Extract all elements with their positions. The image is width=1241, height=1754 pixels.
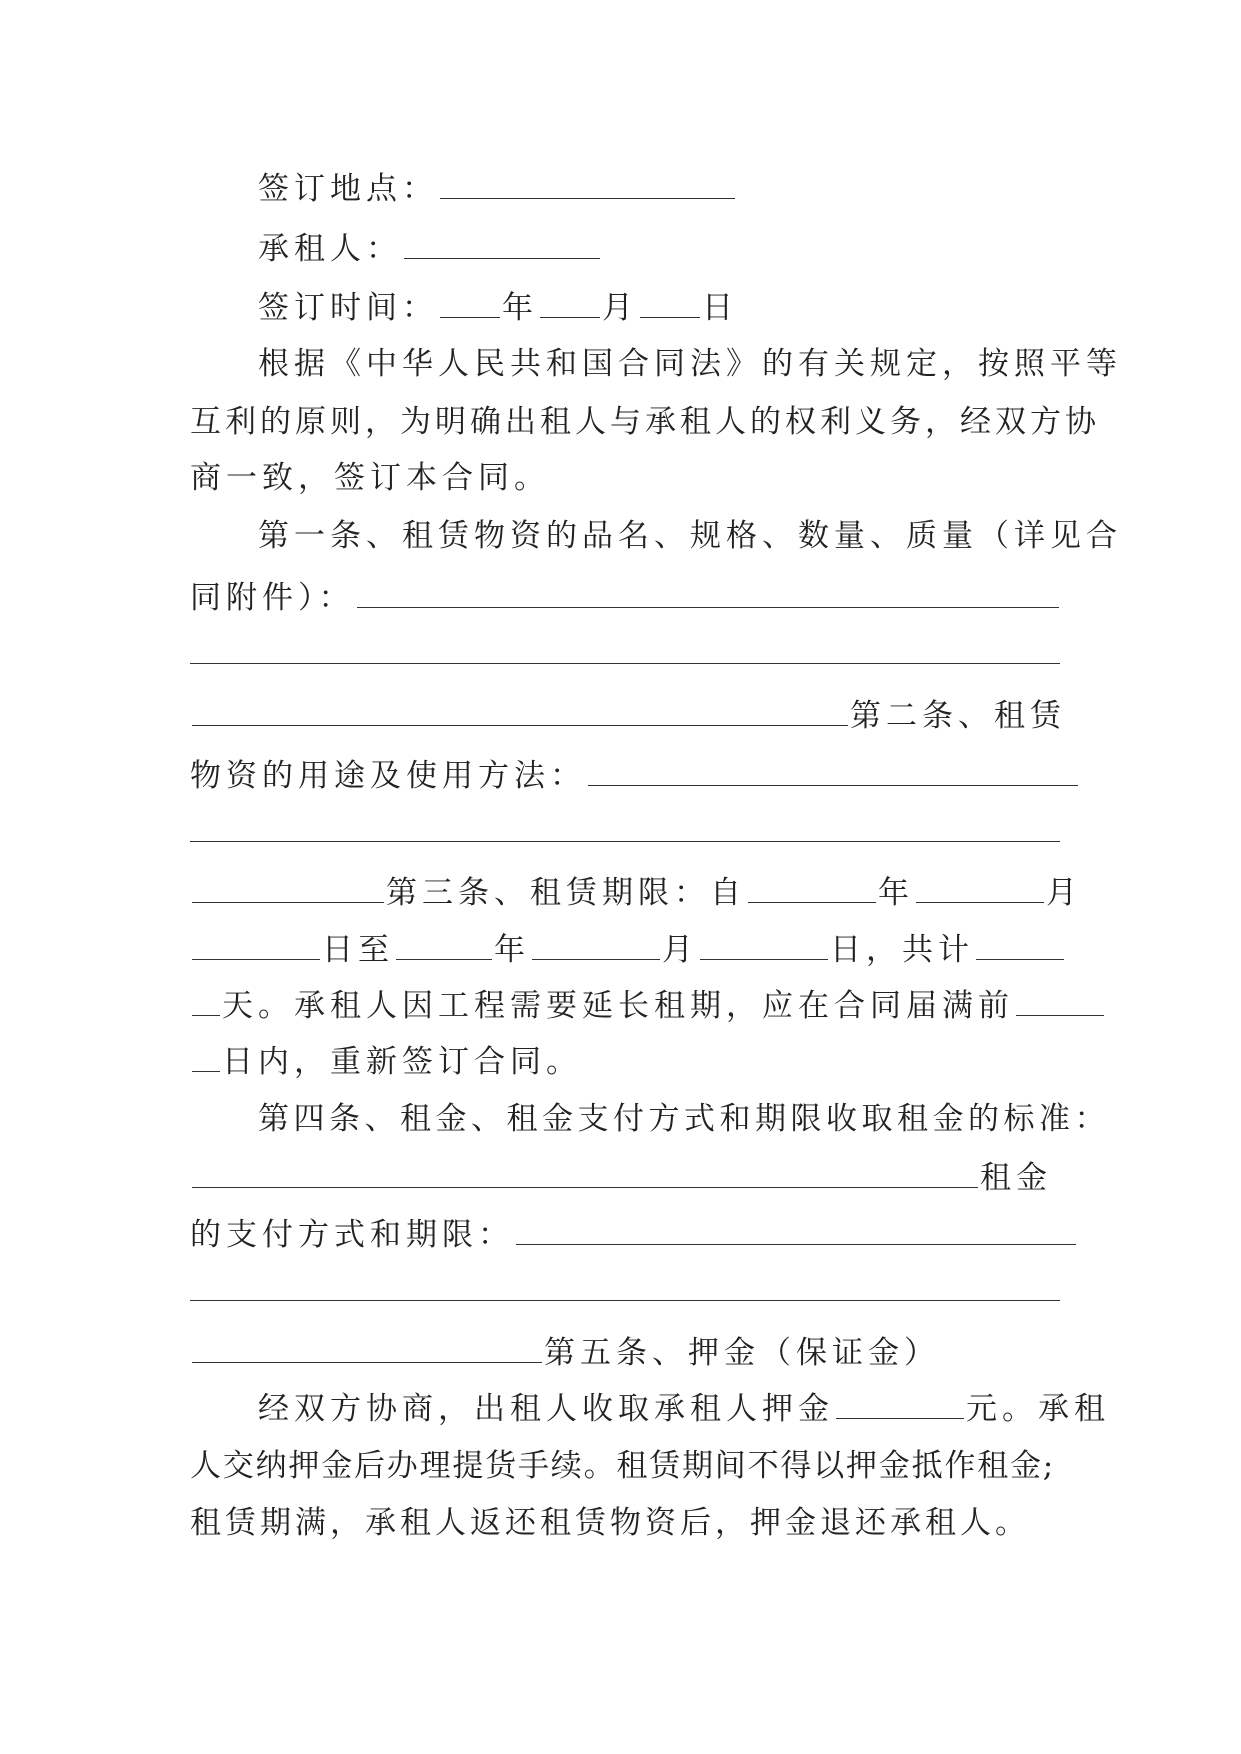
payment-method-label: 的支付方式和期限：: [190, 1217, 514, 1253]
payment-method-blank-2[interactable]: [190, 1300, 1060, 1301]
preamble-line-1: [258, 344, 1122, 384]
article-1-text: 第一条、租赁物资的品名、规格、数量、质量（详见合: [258, 518, 1122, 554]
article-5-line-2: [258, 1388, 1110, 1428]
article-5-line-3: [190, 1446, 1055, 1486]
article-2-text: 物资的用途及使用方法：: [190, 758, 586, 794]
article-4-line-3: [190, 1214, 1078, 1254]
start-day-blank[interactable]: [192, 929, 320, 960]
deposit-amount-blank[interactable]: [836, 1388, 964, 1419]
preamble-text-1: 根据《中华人民共和国合同法》的有关规定，按照平等: [258, 346, 1122, 382]
end-year-blank[interactable]: [396, 929, 492, 960]
preamble-line-3: [190, 458, 550, 498]
signing-place-label: 签订地点：: [258, 171, 438, 207]
article-1-line-1: [258, 516, 1122, 556]
resign-text: 日内，重新签订合同。: [222, 1044, 582, 1080]
signing-date-line: [258, 287, 738, 327]
signing-day-blank[interactable]: [640, 287, 700, 318]
article-3-line-3: [190, 985, 1106, 1025]
article-2-line-2: [190, 755, 1080, 795]
total-days-blank-cont[interactable]: [192, 985, 220, 1016]
article-3-line-2: [190, 929, 1066, 969]
extension-text: 天。承租人因工程需要延长租期，应在合同届满前: [222, 988, 1014, 1024]
deposit-unit-text: 元。承租: [966, 1391, 1110, 1427]
article-2-blank-1[interactable]: [588, 755, 1078, 786]
start-year-label: 年: [878, 875, 914, 911]
deposit-rule-text: 人交纳押金后办理提货手续。租赁期间不得以押金抵作租金;: [190, 1448, 1056, 1484]
article-2-blank-3[interactable]: [192, 872, 384, 903]
preamble-text-2: 互利的原则，为明确出租人与承租人的权利义务，经双方协: [190, 404, 1100, 440]
article-2-line-1: [190, 695, 1066, 735]
end-day-label: 日，共计: [830, 932, 974, 968]
month-label: 月: [602, 290, 638, 326]
article-1-blank-1[interactable]: [357, 577, 1059, 608]
signing-place-line: [258, 168, 737, 208]
deposit-text: 经双方协商，出租人收取承租人押金: [258, 1391, 834, 1427]
end-year-label: 年: [494, 932, 530, 968]
year-label: 年: [502, 290, 538, 326]
article-3-title: 第三条、租赁期限：自: [386, 875, 746, 911]
signing-place-blank[interactable]: [440, 168, 735, 199]
article-1-blank-3[interactable]: [192, 695, 848, 726]
lessee-line: [258, 228, 602, 268]
start-month-blank[interactable]: [916, 872, 1044, 903]
preamble-line-2: [190, 402, 1100, 442]
signing-month-blank[interactable]: [540, 287, 600, 318]
start-year-blank[interactable]: [748, 872, 876, 903]
article-1-text-2: 同附件）：: [190, 580, 355, 616]
article-1-blank-2[interactable]: [190, 663, 1060, 664]
article-5-title: 第五条、押金（保证金）: [544, 1335, 940, 1371]
lessee-label: 承租人：: [258, 231, 402, 267]
end-day-blank[interactable]: [700, 929, 828, 960]
end-month-blank[interactable]: [532, 929, 660, 960]
signing-date-label: 签订时间：: [258, 290, 438, 326]
total-days-blank[interactable]: [976, 929, 1064, 960]
lessee-blank[interactable]: [404, 228, 600, 259]
payment-method-blank-1[interactable]: [516, 1214, 1076, 1245]
article-5-line-4: [190, 1503, 1030, 1543]
signing-year-blank[interactable]: [440, 287, 500, 318]
article-3-line-4: [190, 1041, 582, 1081]
article-4-line-2: [190, 1157, 1052, 1197]
extension-days-blank[interactable]: [1016, 985, 1104, 1016]
article-2-blank-2[interactable]: [190, 841, 1060, 842]
preamble-text-3: 商一致，签订本合同。: [190, 460, 550, 496]
day-label: 日: [702, 290, 738, 326]
start-day-label: 日至: [322, 932, 394, 968]
rent-label: 租金: [980, 1160, 1052, 1196]
article-4-title: 第四条、租金、租金支付方式和期限收取租金的标准：: [258, 1101, 1110, 1137]
extension-days-blank-cont[interactable]: [192, 1041, 220, 1072]
article-5-line-1: [190, 1332, 940, 1372]
end-month-label: 月: [662, 932, 698, 968]
article-3-line-1: [190, 872, 1082, 912]
article-4-line-1: [258, 1099, 1110, 1139]
rent-standard-blank[interactable]: [192, 1157, 978, 1188]
payment-method-blank-3[interactable]: [192, 1332, 542, 1363]
start-month-label: 月: [1046, 875, 1082, 911]
article-1-line-2: [190, 577, 1061, 617]
article-2-title: 第二条、租赁: [850, 698, 1066, 734]
deposit-return-text: 租赁期满，承租人返还租赁物资后，押金退还承租人。: [190, 1505, 1030, 1541]
